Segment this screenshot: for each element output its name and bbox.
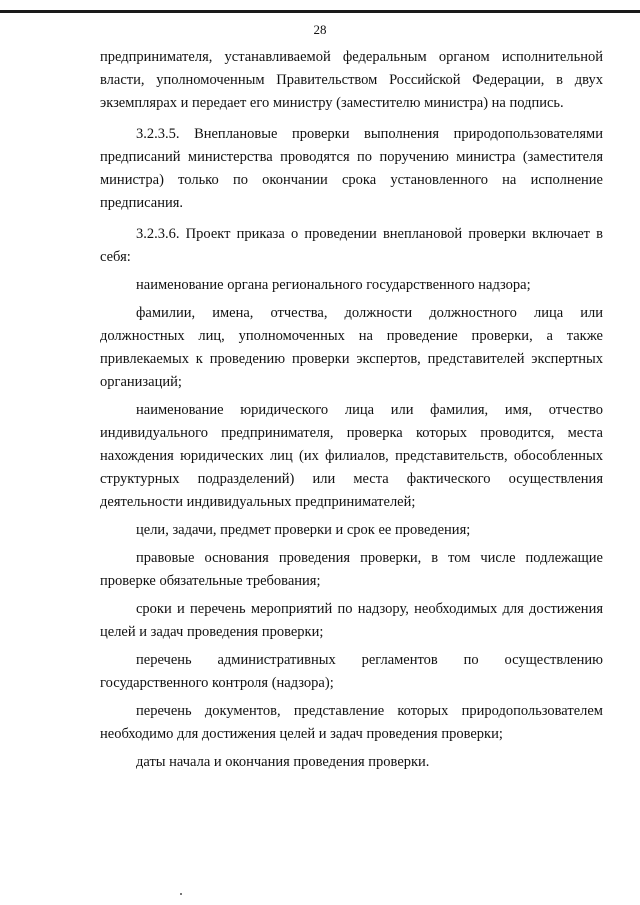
list-item-legal-grounds: правовые основания проведения проверки, в том числе подлежащие проверке обязательные требования; bbox=[100, 550, 603, 589]
list-item-deadlines: сроки и перечень мероприятий по надзору, необходимых для достижения целей и задач проведения проверки; bbox=[100, 601, 603, 640]
list-item-regulations: перечень административных регламентов по осуществлению государственного контроля (надзора); bbox=[100, 652, 603, 691]
header-rule bbox=[0, 10, 640, 13]
list-item-documents: перечень документов, представление которых природопользователем необходимо для достижения целей и задач проведения проверки; bbox=[100, 703, 603, 742]
list-item-goals: цели, задачи, предмет проверки и срок ее проведения; bbox=[136, 522, 471, 538]
paragraph-continuation: предпринимателя, устанавливаемой федеральным органом исполнительной власти, уполномоченным Правительством Российской Федерации, в двух экземплярах и передает его министру (заместителю министра) на подпись. bbox=[100, 49, 603, 111]
list-item-authority-name: наименование органа регионального государственного надзора; bbox=[136, 277, 531, 293]
list-item-officials: фамилии, имена, отчества, должности должностного лица или должностных лиц, уполномоченных на проведение проверки, а также привлекаемых к проведению проверки экспертов, представителей экспертных организаций; bbox=[100, 305, 603, 390]
list-item-dates: даты начала и окончания проведения проверки. bbox=[136, 754, 430, 770]
page-number: 28 bbox=[313, 22, 327, 37]
paragraph-3-2-3-6: 3.2.3.6. Проект приказа о проведении внеплановой проверки включает в себя: bbox=[100, 226, 603, 265]
scan-artifact bbox=[180, 893, 182, 895]
list-item-entity-name: наименование юридического лица или фамилия, имя, отчество индивидуального предпринимателя, проверка которых проводится, места нахождения юридических лиц (их филиалов, представительств, обособленных структурных подразделений) или места фактического осуществления деятельности индивидуальных предпринимателей; bbox=[100, 402, 603, 510]
document-body bbox=[100, 46, 603, 779]
paragraph-3-2-3-5: 3.2.3.5. Внеплановые проверки выполнения природопользователями предписаний министерства проводятся по поручению министра (заместителя министра) только по окончании срока установленного на исполнение предписания. bbox=[100, 126, 603, 211]
